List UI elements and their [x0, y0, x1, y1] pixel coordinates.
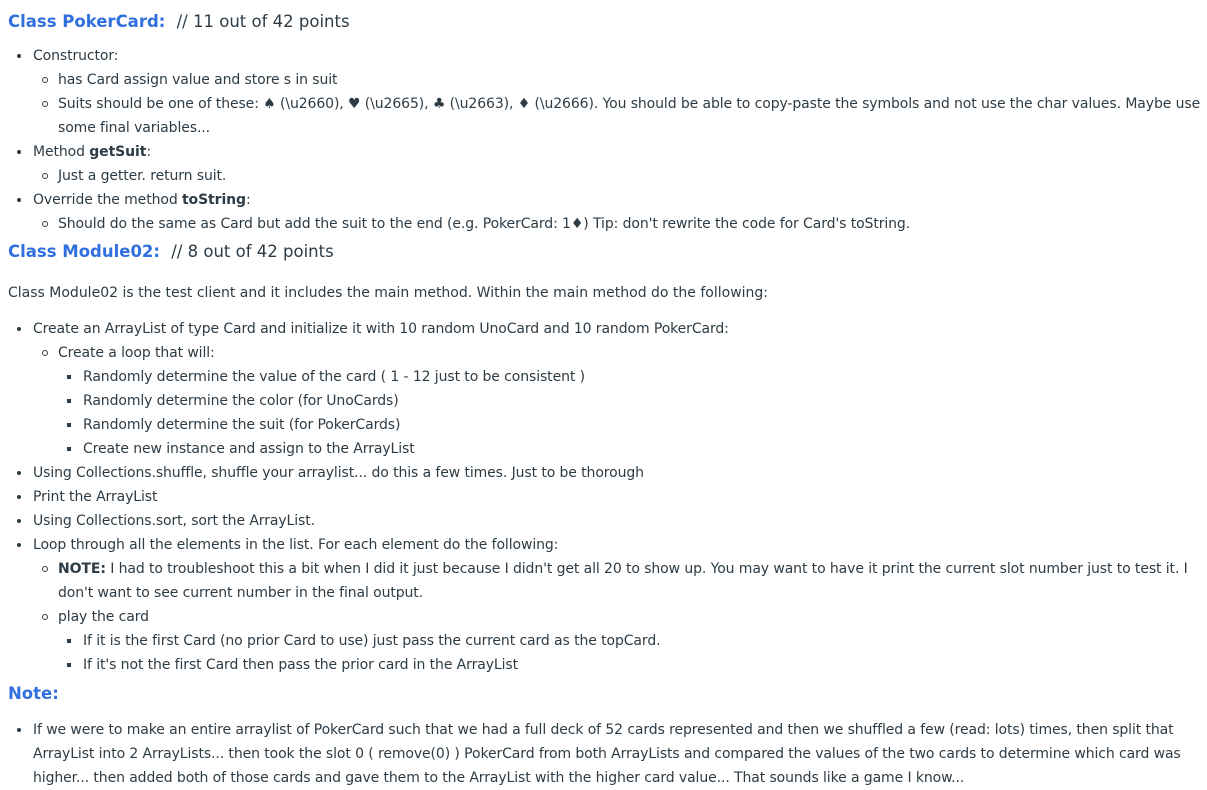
getsuit-suffix: : [146, 144, 151, 160]
bullet-dot [17, 533, 21, 557]
constructor-item-2-line-2: some final variables... [58, 120, 210, 136]
bullet-square [67, 413, 71, 437]
note-text: I had to troubleshoot this a bit when I did it just because I didn't get all 20 to show up. You may want to have it print the current slot number just to test it. I [105, 561, 1188, 577]
tostring-method-name: toString [181, 192, 246, 208]
module02-title: Class Module02: [8, 242, 161, 261]
bullet-dot [17, 140, 21, 164]
play-item: play the card [58, 609, 149, 625]
note-para-line-3: higher... then added both of those cards and gave them to the ArrayList with the higher card value... That sounds like a game I know... [33, 770, 965, 786]
note-heading: Note: [8, 684, 59, 703]
module02-points: // 8 out of 42 points [171, 242, 334, 261]
bullet-dot [17, 44, 21, 68]
module02-intro: Class Module02 is the test client and it includes the main method. Within the main method do the following: [8, 285, 769, 301]
play-subitem: If it is the first Card (no prior Card to use) just pass the current card as the topCard. [83, 633, 661, 649]
tostring-line [33, 188, 251, 212]
bullet-square [67, 629, 71, 653]
bullet-dot [17, 461, 21, 485]
bullet-dot [17, 509, 21, 533]
pokercard-title: Class PokerCard: [8, 12, 166, 31]
constructor-label: Constructor: [33, 48, 119, 64]
tostring-suffix: : [245, 192, 251, 208]
note-line-1 [58, 557, 1188, 581]
print-item: Print the ArrayList [33, 489, 158, 505]
loop-item: Create new instance and assign to the ArrayList [83, 441, 415, 457]
tostring-prefix: Override the method [33, 192, 182, 208]
bullet-circle [42, 605, 48, 629]
pokercard-heading [8, 12, 350, 31]
getsuit-line [33, 140, 151, 164]
bullet-square [67, 389, 71, 413]
module02-heading [8, 242, 334, 261]
bullet-dot [17, 188, 21, 212]
bullet-dot [17, 485, 21, 509]
loop-through-item: Loop through all the elements in the list. For each element do the following: [33, 537, 559, 553]
bullet-circle [42, 557, 48, 581]
loop-item: Randomly determine the value of the card ( 1 - 12 just to be consistent ) [83, 369, 585, 385]
sort-item: Using Collections.sort, sort the ArrayList. [33, 513, 315, 529]
note-label: NOTE: [58, 561, 106, 577]
bullet-dot [17, 718, 21, 742]
bullet-circle [42, 341, 48, 365]
bullet-square [67, 653, 71, 677]
pokercard-points: // 11 out of 42 points [176, 12, 350, 31]
bullet-square [67, 365, 71, 389]
bullet-square [67, 437, 71, 461]
bullet-circle [42, 212, 48, 236]
bullet-circle [42, 92, 48, 116]
loop-item: Randomly determine the color (for UnoCards) [83, 393, 399, 409]
create-list-item: Create an ArrayList of type Card and initialize it with 10 random UnoCard and 10 random PokerCard: [33, 321, 729, 337]
tostring-item: Should do the same as Card but add the suit to the end (e.g. PokerCard: 1♦) Tip: don't rewrite the code for Card's toString. [58, 216, 911, 232]
bullet-dot [17, 317, 21, 341]
getsuit-item: Just a getter. return suit. [58, 168, 227, 184]
constructor-item-1: has Card assign value and store s in suit [58, 72, 338, 88]
shuffle-item: Using Collections.shuffle, shuffle your arraylist... do this a few times. Just to be thorough [33, 465, 644, 481]
note-para-line-1: If we were to make an entire arraylist of PokerCard such that we had a full deck of 52 cards represented and then we shuffled a few (read: lots) times, then split that [33, 722, 1174, 738]
bullet-circle [42, 68, 48, 92]
getsuit-prefix: Method [33, 144, 90, 160]
create-loop-item: Create a loop that will: [58, 345, 215, 361]
loop-item: Randomly determine the suit (for PokerCards) [83, 417, 401, 433]
constructor-item-2-line-1: Suits should be one of these: ♠ (\u2660), ♥ (\u2665), ♣ (\u2663), ♦ (\u2666). You should be able to copy-paste the symbols and not use the char values. Maybe use [58, 96, 1201, 112]
getsuit-method-name: getSuit [89, 144, 147, 160]
note-line-2: don't want to see current number in the final output. [58, 585, 424, 601]
bullet-circle [42, 164, 48, 188]
note-para-line-2: ArrayList into 2 ArrayLists... then took the slot 0 ( remove(0) ) PokerCard from both ArrayLists and compared the values of the two cards to determine which card was [33, 746, 1181, 762]
play-subitem: If it's not the first Card then pass the prior card in the ArrayList [83, 657, 518, 673]
